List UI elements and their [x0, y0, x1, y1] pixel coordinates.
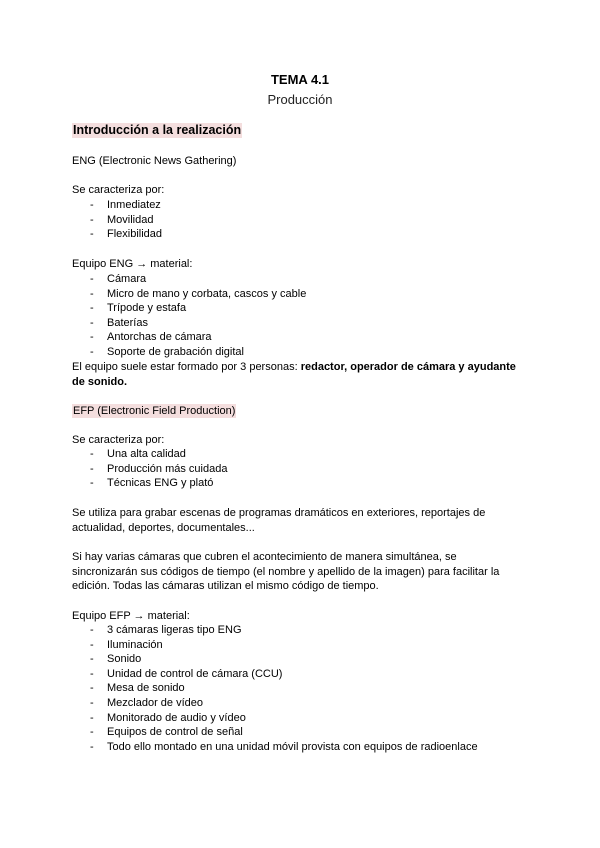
list-item: - Mesa de sonido [90, 682, 185, 695]
list-item: - Trípode y estafa [90, 302, 187, 315]
efp-traits-list [72, 447, 227, 491]
list-item: - Baterías [90, 316, 148, 329]
list-item: - Unidad de control de cámara (CCU) [90, 667, 283, 680]
list-item: - Inmediatez [90, 199, 161, 211]
list-item: - Monitorado de audio y vídeo [90, 711, 246, 724]
eng-heading: ENG (Electronic News Gathering) [72, 155, 237, 167]
dash-bullet: - [90, 273, 94, 285]
list-item: - Movilidad [90, 213, 154, 226]
dash-bullet: - [90, 345, 94, 358]
eng-material-list [72, 272, 306, 360]
dash-bullet: - [90, 726, 94, 739]
dash-bullet: - [90, 682, 94, 695]
eng-team-line-2: de sonido. [72, 376, 127, 388]
eng-team-roles: redactor, operador de cámara y ayudante [300, 361, 516, 373]
dash-bullet: - [90, 696, 94, 709]
list-item: - Mezclador de vídeo [90, 696, 203, 709]
efp-caracteriza-label: Se caracteriza por: [72, 434, 165, 446]
dash-bullet: - [90, 624, 94, 636]
efp-usage-line-2: actualidad, deportes, documentales... [72, 522, 255, 534]
efp-sync-line-3: edición. Todas las cámaras utilizan el mismo código de tiempo. [72, 580, 379, 592]
dash-bullet: - [90, 228, 94, 241]
dash-bullet: - [90, 638, 94, 651]
list-item: - Flexibilidad [90, 228, 163, 241]
list-item: - Antorchas de cámara [90, 331, 212, 344]
list-item: - Micro de mano y corbata, cascos y cable [90, 287, 307, 300]
efp-sync-line-2: sincronizarán sus códigos de tiempo (el nombre y apellido de la imagen) para facilitar la [72, 566, 500, 578]
list-item: - Técnicas ENG y plató [90, 477, 214, 490]
efp-sync-line-1: Si hay varias cámaras que cubren el acontecimiento de manera simultánea, se [72, 551, 457, 563]
efp-usage-line-1: Se utiliza para grabar escenas de programas dramáticos en exteriores, reportajes de [72, 507, 486, 519]
dash-bullet: - [90, 448, 94, 460]
eng-traits-list [72, 198, 162, 242]
dash-bullet: - [90, 653, 94, 666]
list-item: - Cámara [90, 273, 147, 285]
list-item: - Soporte de grabación digital [90, 345, 244, 358]
page-title: TEMA 4.1 [270, 72, 330, 87]
section-title-intro: Introducción a la realización [73, 123, 242, 137]
efp-equipo-label: Equipo EFP → material: [72, 610, 190, 622]
list-item: - Una alta calidad [90, 448, 186, 460]
list-item: - 3 cámaras ligeras tipo ENG [90, 624, 242, 636]
dash-bullet: - [90, 213, 94, 226]
list-item: - Todo ello montado en una unidad móvil provista con equipos de radioenlace [90, 740, 478, 753]
eng-team-line: El equipo suele estar formado por 3 personas: redactor, operador de cámara y ayudante [72, 361, 516, 373]
eng-equipo-label: Equipo ENG → material: [72, 258, 193, 270]
list-item: - Producción más cuidada [90, 462, 228, 475]
efp-material-list [72, 623, 478, 754]
page-subtitle: Producción [267, 92, 333, 107]
eng-caracteriza-label: Se caracteriza por: [72, 184, 165, 196]
dash-bullet: - [90, 316, 94, 329]
efp-heading: EFP (Electronic Field Production) [73, 405, 236, 417]
dash-bullet: - [90, 287, 94, 300]
dash-bullet: - [90, 331, 94, 344]
list-item: - Equipos de control de señal [90, 726, 243, 739]
dash-bullet: - [90, 667, 94, 680]
dash-bullet: - [90, 740, 94, 753]
dash-bullet: - [90, 711, 94, 724]
dash-bullet: - [90, 477, 94, 490]
dash-bullet: - [90, 462, 94, 475]
dash-bullet: - [90, 302, 94, 315]
dash-bullet: - [90, 199, 94, 211]
list-item: - Sonido [90, 653, 142, 666]
list-item: - Iluminación [90, 638, 163, 651]
